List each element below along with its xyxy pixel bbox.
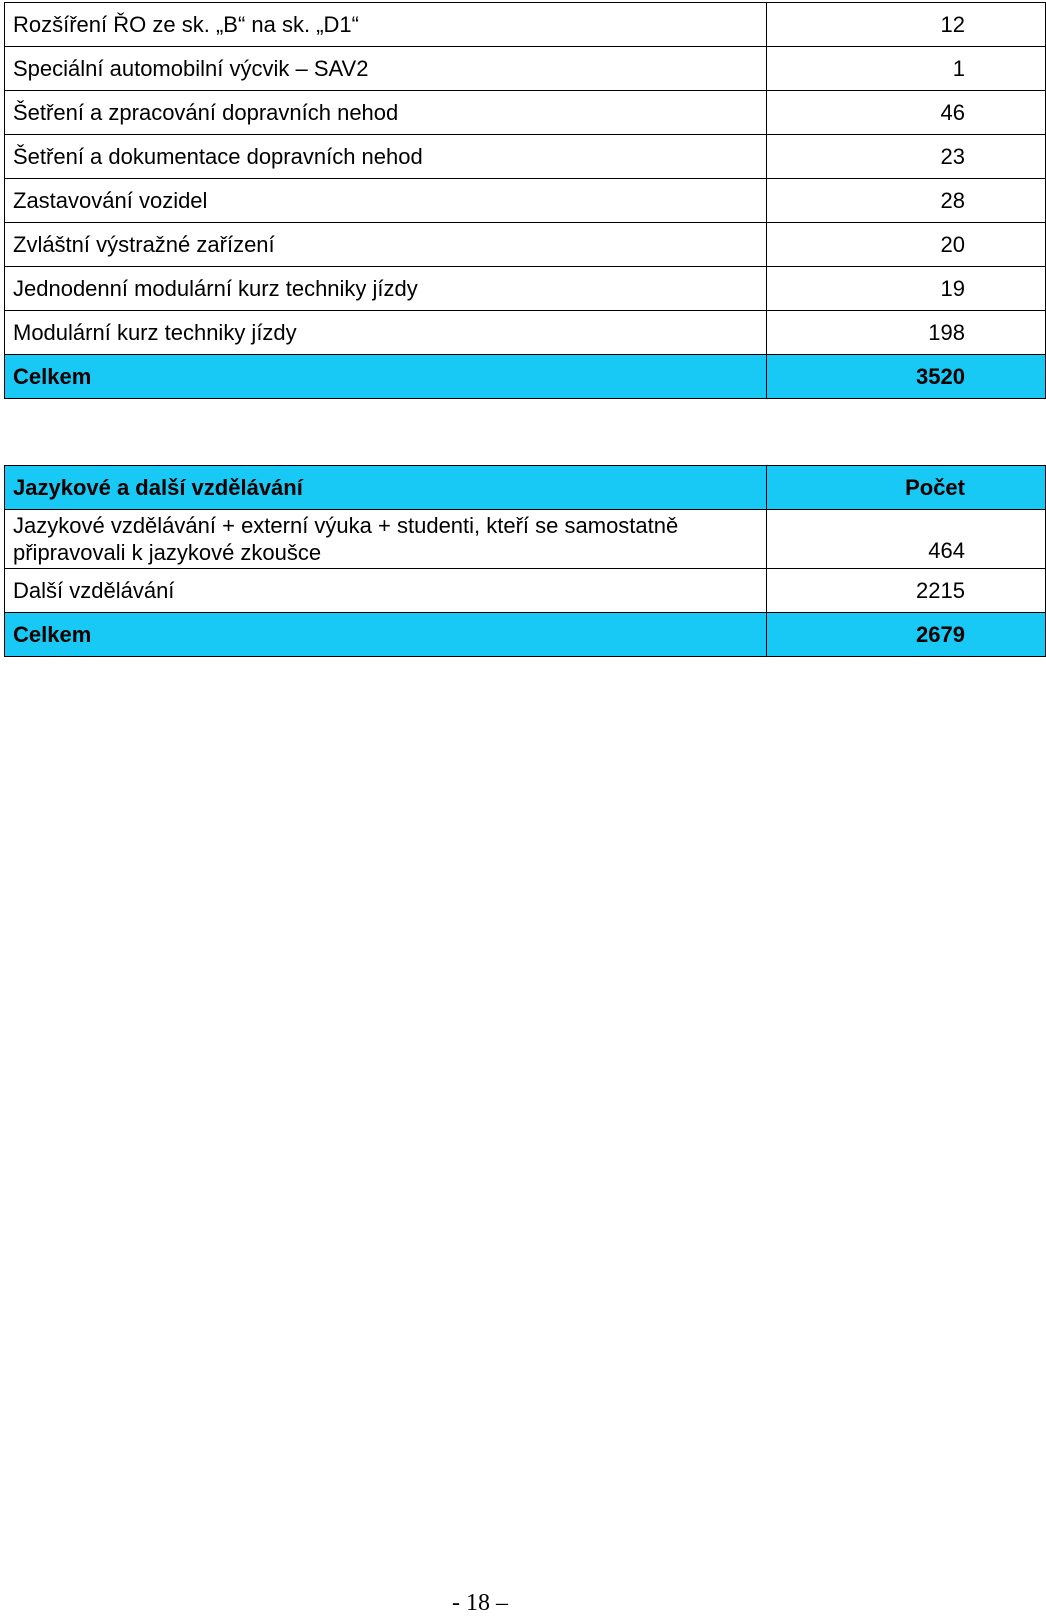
courses-table [4,2,1046,399]
header-label: Jazykové a další vzdělávání [5,466,767,510]
language-education-table [4,465,1046,657]
row-value: 198 [767,311,1046,355]
row-value: 2215 [767,569,1046,613]
table-row [5,569,1046,613]
total-row [5,355,1046,399]
row-label: Modulární kurz techniky jízdy [5,311,767,355]
table-row [5,3,1046,47]
table-row [5,179,1046,223]
table-header-row [5,466,1046,510]
table-row [5,223,1046,267]
row-value: 12 [767,3,1046,47]
row-label: Speciální automobilní výcvik – SAV2 [5,47,767,91]
total-label: Celkem [5,613,767,657]
row-label: Další vzdělávání [5,569,767,613]
row-value: 46 [767,91,1046,135]
row-label: Jazykové vzdělávání + externí výuka + studenti, kteří se samostatně připravovali k jazykové zkoušce [5,510,767,569]
table-row [5,91,1046,135]
row-value: 28 [767,179,1046,223]
row-value: 23 [767,135,1046,179]
total-row [5,613,1046,657]
row-label: Zvláštní výstražné zařízení [5,223,767,267]
table-row [5,510,1046,569]
row-label: Rozšíření ŘO ze sk. „B“ na sk. „D1“ [5,3,767,47]
total-label: Celkem [5,355,767,399]
table-row [5,267,1046,311]
table-row [5,311,1046,355]
header-count: Počet [767,466,1046,510]
row-value: 464 [767,510,1046,569]
total-value: 2679 [767,613,1046,657]
table-row [5,47,1046,91]
row-label: Zastavování vozidel [5,179,767,223]
row-value: 19 [767,267,1046,311]
row-label: Šetření a dokumentace dopravních nehod [5,135,767,179]
row-label: Jednodenní modulární kurz techniky jízdy [5,267,767,311]
row-value: 20 [767,223,1046,267]
page-number: - 18 – [452,1590,508,1616]
row-value: 1 [767,47,1046,91]
row-label: Šetření a zpracování dopravních nehod [5,91,767,135]
table-row [5,135,1046,179]
total-value: 3520 [767,355,1046,399]
